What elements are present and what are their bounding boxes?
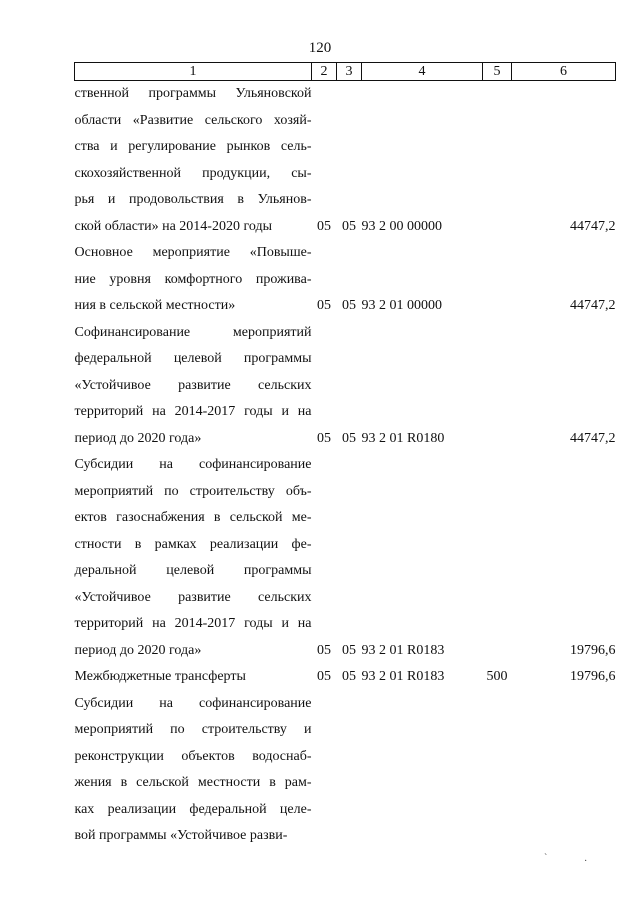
description-line: Софинансирование мероприятий [74,324,312,340]
description-line: период до 2020 года» [74,430,202,446]
cell-c4: 93 2 01 R0183 [361,642,445,658]
cell-c6: 44747,2 [570,218,616,234]
cell-c4: 93 2 01 00000 [361,298,442,313]
description-line: ках реализации федеральной целе- [74,801,312,817]
cell-c3: 05 [342,218,356,234]
cell-c3: 05 [342,642,356,658]
description-line: ства и регулирование рынков сель- [74,139,312,154]
description-line: период до 2020 года» [74,642,202,658]
description-line: территорий на 2014-2017 годы и на [74,616,312,631]
cell-c6 [512,691,616,850]
description-line: вой программы «Устойчивое разви- [74,828,288,843]
description-line: реконструкции объектов водоснаб- [74,748,312,764]
table-body [75,81,616,850]
cell-c3: 05 [342,430,356,446]
cell-c5: 500 [486,669,508,684]
scan-speck: · [584,856,588,867]
cell-c5 [483,81,512,241]
cell-c6: 19796,6 [570,642,616,658]
table-row [75,452,616,664]
description-line: жения в сельской местности в рам- [74,775,312,790]
header-col-6: 6 [512,63,616,81]
scan-speck: ˴ [544,848,548,859]
header-col-3: 3 [337,63,362,81]
row-description [75,452,312,664]
description-line: Основное мероприятие «Повыше- [74,245,312,260]
description-line: Субсидии на софинансирование [74,457,312,472]
description-line: скохозяйственной продукции, сы- [74,165,312,181]
table-row [75,664,616,691]
row-description [75,320,312,453]
cell-c4: 93 2 00 00000 [361,218,442,234]
description-line: ния в сельской местности» [74,298,236,313]
cell-c3 [337,691,362,850]
header-col-4: 4 [362,63,483,81]
table-row [75,691,616,850]
header-col-2: 2 [312,63,337,81]
cell-c3: 05 [342,669,356,684]
table-row [75,320,616,453]
cell-c6: 44747,2 [570,430,616,446]
row-description [75,81,312,241]
header-col-1: 1 [75,63,312,81]
description-line: ской области» на 2014-2020 годы [74,218,272,234]
description-line: Субсидии на софинансирование [74,695,312,711]
row-description [75,691,312,850]
description-line: стности в рамках реализации фе- [74,536,312,552]
description-line: Межбюджетные трансферты [74,669,246,684]
description-line: территорий на 2014-2017 годы и на [74,404,312,419]
description-line: ние уровня комфортного прожива- [74,271,312,287]
cell-c2: 05 [317,430,331,446]
description-line: мероприятий по строительству и [74,722,312,737]
description-line: ектов газоснабжения в сельской ме- [74,510,312,525]
cell-c2 [312,691,337,850]
table-header-row [75,63,616,81]
description-line: рья и продовольствия в Ульянов- [74,192,312,207]
description-line: деральной целевой программы [74,563,312,578]
cell-c2: 05 [317,218,331,234]
description-line: мероприятий по строительству объ- [74,483,312,499]
cell-c6: 44747,2 [570,298,616,313]
row-description [75,664,312,691]
cell-c5 [483,240,512,320]
description-line: федеральной целевой программы [74,351,312,366]
description-line: области «Развитие сельского хозяй- [74,112,312,128]
cell-c5 [483,320,512,453]
cell-c4: 93 2 01 R0180 [361,430,445,446]
budget-table [74,62,616,850]
cell-c2: 05 [317,642,331,658]
description-line: «Устойчивое развитие сельских [74,589,312,605]
cell-c5 [483,691,512,850]
table-row [75,240,616,320]
description-line: ственной программы Ульяновской [74,86,312,101]
cell-c3: 05 [342,298,356,313]
cell-c2: 05 [317,669,331,684]
description-line: «Устойчивое развитие сельских [74,377,312,393]
cell-c4: 93 2 01 R0183 [361,669,445,684]
cell-c4 [362,691,483,850]
header-col-5: 5 [483,63,512,81]
cell-c5 [483,452,512,664]
table-row [75,81,616,241]
cell-c2: 05 [317,298,331,313]
page-number: 120 [308,40,332,56]
row-description [75,240,312,320]
cell-c6: 19796,6 [570,669,616,684]
